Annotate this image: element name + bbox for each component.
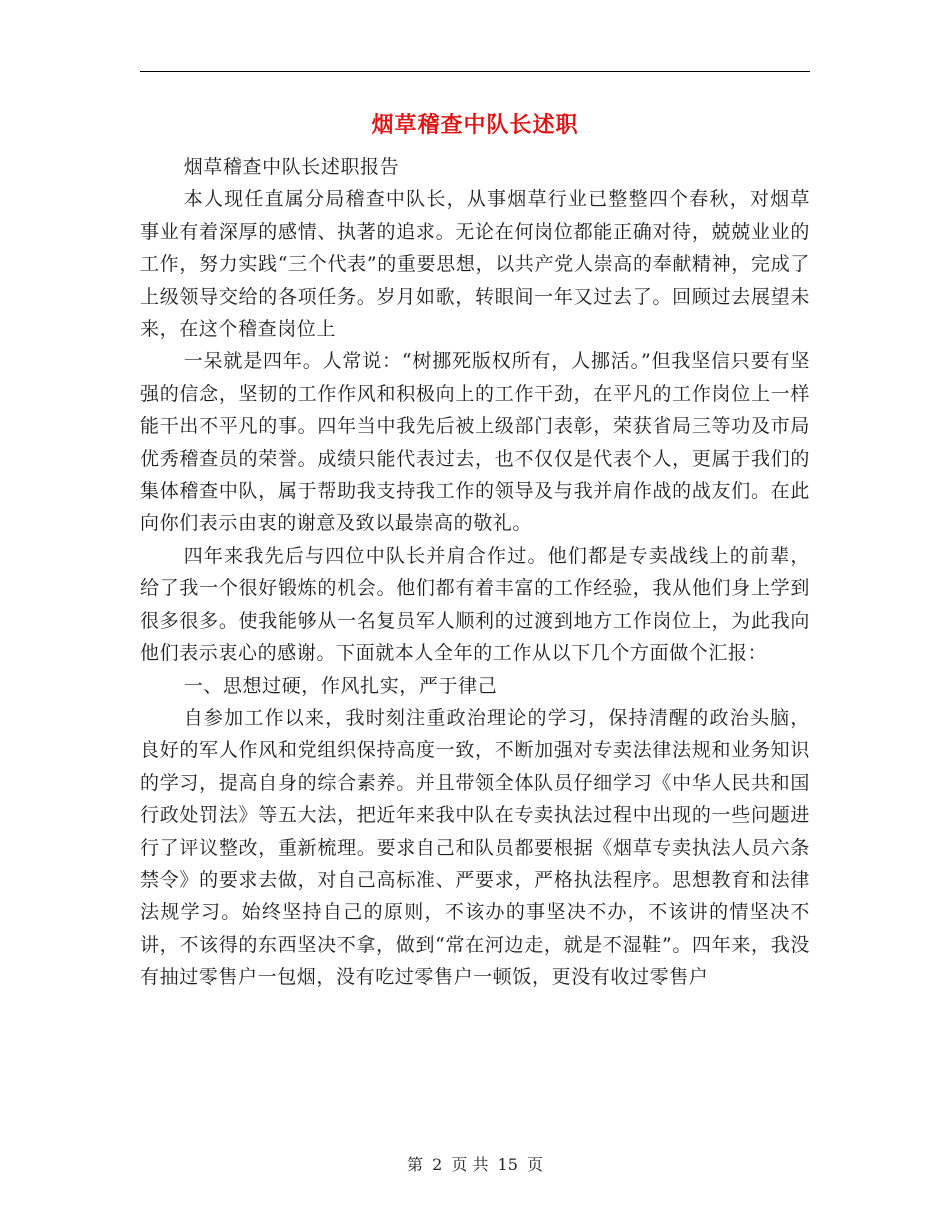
footer-prefix: 第 bbox=[406, 1155, 423, 1174]
paragraph: 本人现任直属分局稽查中队长，从事烟草行业已整整四个春秋，对烟草事业有着深厚的感情、执著的追求。无论在何岗位都能正确对待，兢兢业业的工作，努力实践“三个代表”的重要思想，以共产党人崇高的奉献精神，完成了上级领导交给的各项任务。岁月如歌，转眼间一年又过去了。回顾过去展望未来，在这个稽查岗位上 bbox=[140, 188, 810, 341]
page-footer bbox=[0, 1153, 950, 1177]
footer-suffix: 页 bbox=[527, 1155, 544, 1174]
document-title: 烟草稽查中队长述职 bbox=[371, 112, 579, 138]
paragraph: 一呆就是四年。人常说：“树挪死版权所有，人挪活。”但我坚信只要有坚强的信念，坚韧的工作作风和积极向上的工作干劲，在平凡的工作岗位上一样能干出不平凡的事。四年当中我先后被上级部门表彰，荣获省局三等功及市局优秀稽查员的荣誉。成绩只能代表过去，也不仅仅是代表个人，更属于我们的集体稽查中队，属于帮助我支持我工作的领导及与我并肩作战的战友们。在此向你们表示由衷的谢意及致以最崇高的敬礼。 bbox=[140, 350, 810, 535]
current-page-number: 2 bbox=[432, 1155, 443, 1174]
section-heading: 一、思想过硬，作风扎实，严于律己 bbox=[183, 674, 498, 697]
footer-middle: 页 共 bbox=[451, 1155, 489, 1174]
paragraph: 四年来我先后与四位中队长并肩合作过。他们都是专卖战线上的前辈，给了我一个很好锻炼的机会。他们都有着丰富的工作经验，我从他们身上学到很多很多。使我能够从一名复员军人顺利的过渡到地方工作岗位上，为此我向他们表示衷心的感谢。下面就本人全年的工作从以下几个方面做个汇报： bbox=[140, 544, 810, 665]
paragraph-subtitle: 烟草稽查中队长述职报告 bbox=[183, 156, 400, 178]
header-rule bbox=[140, 71, 810, 72]
total-pages-number: 15 bbox=[497, 1155, 518, 1174]
paragraph: 自参加工作以来，我时刻注重政治理论的学习，保持清醒的政治头脑，良好的军人作风和党组织保持高度一致，不断加强对专卖法律法规和业务知识的学习，提高自身的综合素养。并且带领全体队员仔细学习《中华人民共和国行政处罚法》等五大法，把近年来我中队在专卖执法过程中出现的一些问题进行了评议整改，重新梳理。要求自己和队员都要根据《烟草专卖执法人员六条禁令》的要求去做，对自己高标准、严要求，严格执法程序。思想教育和法律法规学习。始终坚持自己的原则，不该办的事坚决不办，不该讲的情坚决不讲，不该得的东西坚决不拿，做到“常在河边走，就是不湿鞋”。四年来，我没有抽过零售户一包烟，没有吃过零售户一顿饭，更没有收过零售户 bbox=[140, 706, 810, 989]
document-body bbox=[140, 151, 810, 994]
